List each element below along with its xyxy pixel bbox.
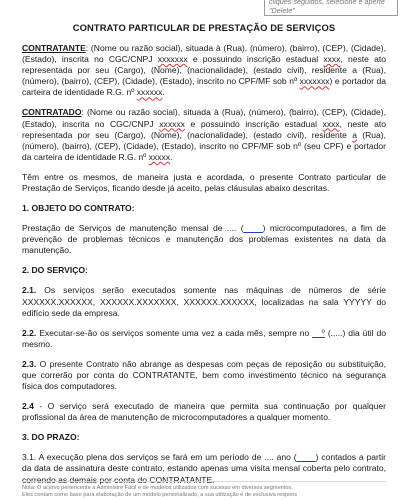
placeholder-ie: xxxx [323, 54, 341, 65]
clause-2-2 [22, 328, 386, 350]
contratado-text-d: (Rua), (número), (bairro), (CEP), (Cidade), (Estado), inscrito no CPF/MF sob nº (seu CPF) e portador da carteira de identidade R.G. nº [22, 129, 386, 162]
contratante-text-e: . [162, 87, 165, 98]
intro-paragraph: Têm entre os mesmos, de maneira justa e acordada, o presente Contrato particular de Prestação de Serviços, ficando desde já aceito, pelas cláusulas abaixo descritas. [22, 171, 386, 194]
placeholder-cnpj: xxxxxx [159, 118, 185, 129]
clause-2-3 [22, 359, 386, 392]
placeholder-cnpj: xxxxxxx [157, 54, 188, 65]
footer-note [22, 481, 386, 499]
contratado-clause [22, 107, 386, 162]
contratante-clause [22, 43, 386, 98]
instruction-tip-text: cliques seguidos, selecione e aperte "Delete" [269, 0, 385, 15]
contratante-text-d: ) e portador da carteira de identidade R.G. nº [22, 76, 386, 98]
placeholder-cpf: xxxxxxx [299, 76, 330, 87]
section-heading-prazo: 3. DO PRAZO: [22, 432, 80, 443]
contratante-text-c: , neste ato representada por seu (Cargo), (Nome), (nacionalidade), (estado civil), residente a (Rua), (número), (bairro), (CEP), (Cidade), (Estado), inscrito no CPF/MF sob nº [22, 54, 386, 87]
footer-line-2: Eles contam como base para elaboração de um modelo personalizado, a sua utilização é de exclusiva respons [22, 492, 298, 498]
clause-text-b: (.....) dia útil do mesmo. [22, 327, 387, 349]
clause-number: 2.1. [22, 285, 37, 296]
clause-2-1 [22, 285, 386, 318]
clause-2-4 [22, 401, 386, 423]
clause-text: - O serviço será executado de maneira que permita sua continuação por qualquer profissional da área de manutenção de microcomputadores a qualquer momento. [22, 401, 386, 423]
clause-text-a: 3.1. A execução plena dos serviços se fará em um período de .... ano ( [22, 452, 297, 463]
blank-field: ____ [296, 452, 316, 463]
clause-number: 2.4 [22, 401, 34, 412]
objeto-text-b: ) microcomputadores, a fim de prevenção de problemas técnicos e manutenção dos problemas existentes na data da manutenção. [22, 223, 386, 256]
contratado-label: CONTRATADO [22, 107, 82, 118]
contratante-text-a: : (Nome ou razão social), situada à (Rua), (número), (bairro), (CEP), (Cidade), (Estado), inscrita no CGC/CNPJ [22, 43, 386, 65]
clause-text: O presente Contrato não abrange as despesas com peças de reposição ou substituição, que correrão por conta do CONTRATANTE, bem como investimento técnico na segurança física dos computadores. [22, 358, 386, 392]
contratante-text-b: e possuindo inscrição estadual [187, 54, 324, 65]
clause-number: 2.3. [22, 358, 37, 369]
placeholder-a: a [352, 129, 357, 140]
clause-text-a: Executar-se-ão os serviços somente uma vez a cada mês, sempre no [36, 327, 313, 338]
clause-number: 2.2. [22, 327, 37, 338]
placeholder-rg: xxxxxx [136, 87, 163, 98]
instruction-tip-box [264, 0, 398, 16]
placeholder-ie: xxxx [322, 118, 340, 129]
contratante-label: CONTRATANTE [22, 43, 86, 53]
objeto-text-a: Prestação de Serviços de manutenção mensal de .... ( [22, 223, 244, 234]
footer-line-1: Nota: O acervo pertencente a Administre Fácil é de modelos utilizados com sucesso em diversos segmentos. [22, 485, 293, 491]
contratado-text-c: , neste ato representada por seu (Cargo), (Nome), (nacionalidade), (estado civil), residente [22, 118, 386, 140]
blank-field: ____ [243, 223, 263, 234]
contratado-text-a: : (Nome ou razão social), situada à (Rua), (número), (bairro), (CEP), (Cidade), (Estado), inscrita no CGC/CNPJ [22, 107, 386, 129]
objeto-paragraph [22, 223, 386, 256]
placeholder-rg: xxxxx [148, 151, 171, 162]
contratado-text-b: e possuindo inscrição estadual [184, 118, 323, 129]
clause-text: Os serviços serão executados somente nas máquinas de números de série XXXXXX.XXXXXX, XXXXXX.XXXXXXX, XXXXXX.XXXXXX, localizadas na sala YYYYY do edifício sede da empresa. [22, 285, 386, 318]
section-heading-objeto: 1. OBJETO DO CONTRATO: [22, 203, 135, 214]
contract-document [22, 22, 386, 490]
contratado-text-e: . [170, 151, 173, 162]
document-title: CONTRATO PARTICULAR DE PRESTAÇÃO DE SERVIÇOS [72, 22, 336, 33]
blank-field: __º [312, 327, 325, 338]
section-heading-servico: 2. DO SERVIÇO: [22, 265, 88, 276]
clause-text-b: ) contados a partir da data de assinatura deste contrato, estando apenas uma visita mensal coberta pelo contrato, correndo as demais por conta do CONTRATANTE. [22, 452, 386, 485]
